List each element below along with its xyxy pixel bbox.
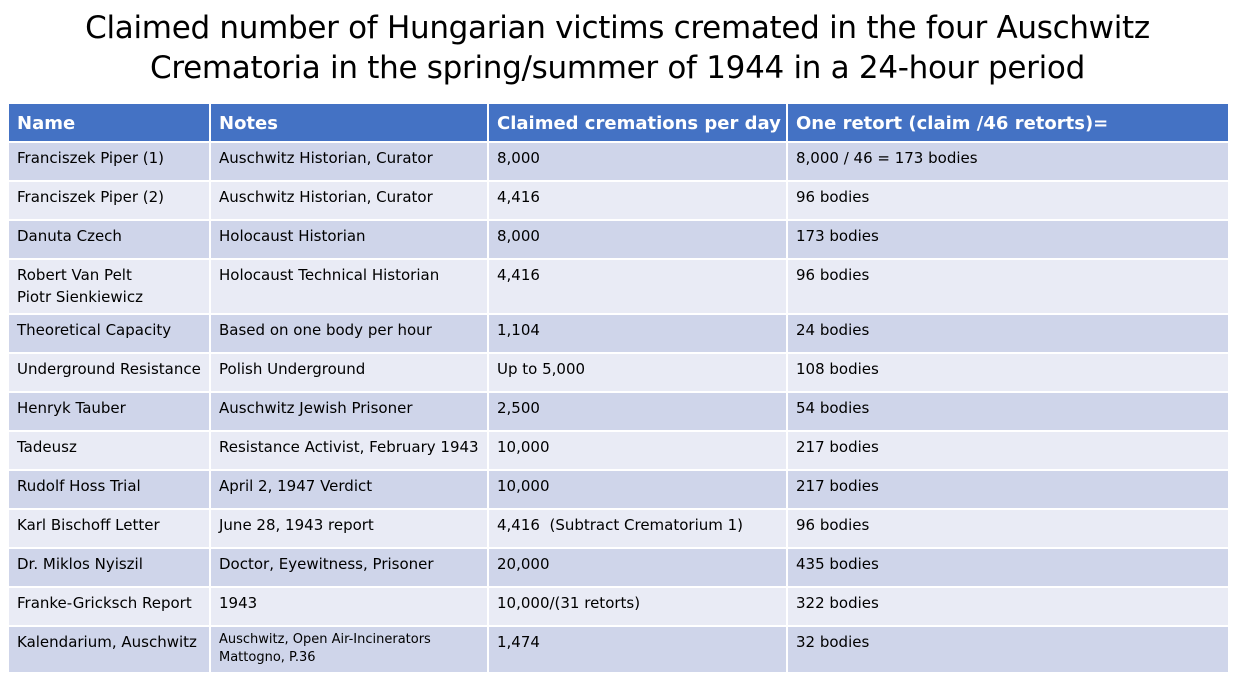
table-body: [8, 142, 1229, 673]
cell-claimed: 10,000/(31 retorts): [488, 587, 787, 626]
cell-name: [8, 314, 210, 353]
cell-retort: 173 bodies: [787, 220, 1229, 259]
cell-claimed: 8,000: [488, 142, 787, 181]
table-header-row: [8, 103, 1229, 142]
cell-retort: 217 bodies: [787, 431, 1229, 470]
cell-notes-line: Auschwitz Jewish Prisoner: [219, 399, 413, 417]
cell-notes-line: Doctor, Eyewitness, Prisoner: [219, 555, 434, 573]
cell-notes: [210, 626, 488, 673]
cell-notes: [210, 470, 488, 509]
cell-retort: 8,000 / 46 = 173 bodies: [787, 142, 1229, 181]
table-row: [8, 431, 1229, 470]
cell-name: [8, 181, 210, 220]
cell-claimed: 1,104: [488, 314, 787, 353]
cell-claimed: 4,416 (Subtract Crematorium 1): [488, 509, 787, 548]
cell-retort: 108 bodies: [787, 353, 1229, 392]
cell-name: [8, 626, 210, 673]
cell-name-line: Piotr Sienkiewicz: [17, 288, 143, 306]
cell-name-line: Robert Van Pelt: [17, 266, 132, 284]
cell-notes-line: June 28, 1943 report: [219, 516, 374, 534]
cell-notes-line: 1943: [219, 594, 258, 612]
cell-notes: [210, 431, 488, 470]
slide-title-line-2: Crematoria in the spring/summer of 1944 in a 24-hour period: [150, 50, 1085, 86]
slide-title-line-1: Claimed number of Hungarian victims cremated in the four Auschwitz: [85, 10, 1150, 46]
cell-retort: 32 bodies: [787, 626, 1229, 673]
cell-name-line: Rudolf Hoss Trial: [17, 477, 141, 495]
table-row: [8, 470, 1229, 509]
cell-notes-line: Based on one body per hour: [219, 321, 432, 339]
cell-name: [8, 353, 210, 392]
cell-claimed: 8,000: [488, 220, 787, 259]
cell-claimed: 4,416: [488, 259, 787, 314]
header-claimed: Claimed cremations per day: [488, 103, 787, 142]
table-row: [8, 181, 1229, 220]
table-row: [8, 220, 1229, 259]
cell-retort: 96 bodies: [787, 181, 1229, 220]
cell-retort: 322 bodies: [787, 587, 1229, 626]
cell-name-line: Dr. Miklos Nyiszil: [17, 555, 143, 573]
cell-name-line: Karl Bischoff Letter: [17, 516, 160, 534]
cell-notes-line: Auschwitz Historian, Curator: [219, 149, 433, 167]
cell-name-line: Tadeusz: [17, 438, 77, 456]
cell-notes-line: Resistance Activist, February 1943: [219, 438, 479, 456]
table-row: [8, 142, 1229, 181]
cell-notes-line: Polish Underground: [219, 360, 366, 378]
cell-name: [8, 509, 210, 548]
cell-claimed: 4,416: [488, 181, 787, 220]
cell-name: [8, 470, 210, 509]
cell-name-line: Henryk Tauber: [17, 399, 126, 417]
cell-name-line: Theoretical Capacity: [17, 321, 172, 339]
cell-name: [8, 392, 210, 431]
cell-notes: [210, 509, 488, 548]
cell-name: [8, 548, 210, 587]
table-row: [8, 353, 1229, 392]
cell-notes: [210, 548, 488, 587]
cell-retort: 435 bodies: [787, 548, 1229, 587]
cell-retort: 96 bodies: [787, 509, 1229, 548]
cell-name: [8, 259, 210, 314]
cell-notes-line: Auschwitz Historian, Curator: [219, 188, 433, 206]
cell-notes: [210, 314, 488, 353]
cell-name: [8, 220, 210, 259]
cell-notes: [210, 181, 488, 220]
cell-notes-line: Mattogno, P.36: [219, 650, 316, 665]
table-row: [8, 314, 1229, 353]
cremation-claims-table: [7, 102, 1230, 674]
cell-name-line: Franke-Gricksch Report: [17, 594, 192, 612]
cell-retort: 54 bodies: [787, 392, 1229, 431]
table-row: [8, 509, 1229, 548]
cell-claimed: 10,000: [488, 470, 787, 509]
table-row: [8, 626, 1229, 673]
table-row: [8, 548, 1229, 587]
cell-claimed: 10,000: [488, 431, 787, 470]
table-row: [8, 392, 1229, 431]
table-row: [8, 259, 1229, 314]
slide-title: [0, 8, 1235, 88]
cell-claimed: 1,474: [488, 626, 787, 673]
cell-claimed: Up to 5,000: [488, 353, 787, 392]
cell-notes: [210, 353, 488, 392]
cell-notes: [210, 259, 488, 314]
cell-retort: 24 bodies: [787, 314, 1229, 353]
header-notes: Notes: [210, 103, 488, 142]
cell-name: [8, 587, 210, 626]
cell-name-line: Kalendarium, Auschwitz: [17, 633, 197, 651]
cell-name-line: Underground Resistance: [17, 360, 201, 378]
cell-name-line: Franciszek Piper (2): [17, 188, 165, 206]
cell-notes-line: April 2, 1947 Verdict: [219, 477, 373, 495]
cell-notes-line: Holocaust Historian: [219, 227, 366, 245]
cell-name: [8, 431, 210, 470]
cell-notes: [210, 220, 488, 259]
cell-claimed: 2,500: [488, 392, 787, 431]
cell-name: [8, 142, 210, 181]
cell-notes: [210, 142, 488, 181]
cell-notes-line: Auschwitz, Open Air-Incinerators: [219, 632, 431, 647]
cell-notes: [210, 587, 488, 626]
cell-name-line: Danuta Czech: [17, 227, 122, 245]
cell-notes: [210, 392, 488, 431]
table-row: [8, 587, 1229, 626]
header-name: Name: [8, 103, 210, 142]
cell-notes-line: Holocaust Technical Historian: [219, 266, 440, 284]
cell-name-line: Franciszek Piper (1): [17, 149, 165, 167]
cell-retort: 96 bodies: [787, 259, 1229, 314]
cell-retort: 217 bodies: [787, 470, 1229, 509]
cell-claimed: 20,000: [488, 548, 787, 587]
header-retort: One retort (claim /46 retorts)=: [787, 103, 1229, 142]
